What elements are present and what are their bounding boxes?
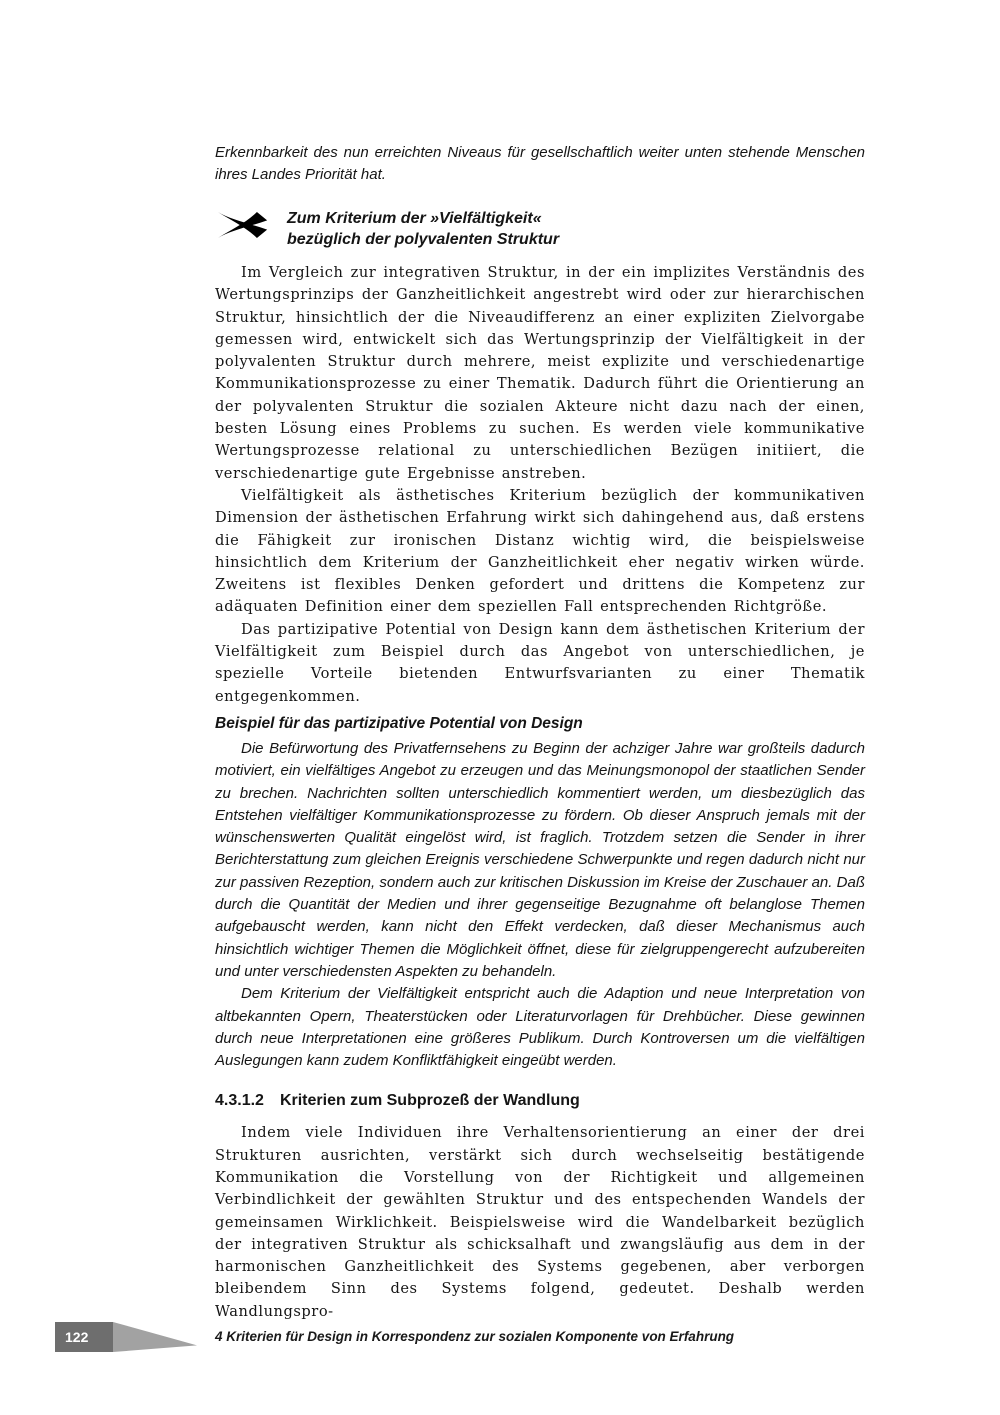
page-number-box: 122: [55, 1322, 113, 1352]
body-paragraph: Indem viele Individuen ihre Verhaltensorientierung an einer der drei Strukturen ausrichten, verstärkt sich durch wechselseitig bestätigende Kommunikation die Vorstellung von der Richtigkeit und allgemeinen Verbindlichkeit der gewählten Struktur und des entspechenden Wandels der gemeinsamen Wirklichkeit. Beispielsweise wird die Wandelbarkeit bezüglich der integrativen Struktur als schicksalhaft und zwangsläufig aus dem in der harmonischen Ganzheitlichkeit des Systems gegebenen, aber verborgen bleibendem Sinn des Systems folgend, gedeutet. Deshalb werden Wandlungspro-: [215, 1124, 865, 1320]
example-paragraph: Dem Kriterium der Vielfältigkeit entspricht auch die Adaption und neue Interpretation von altbekannten Opern, Theaterstücken oder Literaturvorlagen für Drehbücher. Diese gewinnen durch neue Interpretationen eine größeres Publikum. Durch Kontroversen um die vielfältigen Auslegungen kann zudem Konfliktfähigkeit eingeübt werden.: [215, 985, 865, 1070]
body-paragraph: Im Vergleich zur integrativen Struktur, in der ein implizites Verständnis des Wertungsprinzips der Ganzheitlichkeit angestrebt wird oder zur hierarchischen Struktur, hinsichtlich der die Niveaudifferenz an einer expliziten Zielvorgabe gemessen wird, entwickelt sich das Wertungsprinzip der Vielfältigkeit in der polyvalenten Struktur durch mehrere, meist explizite und verschiedenartige Kommunikationsprozesse zu einer Thematik. Dadurch führt die Orientierung an der polyvalenten Struktur die sozialen Akteure nicht dazu nach der einen, besten Lösung eines Problems zu suchen. Es werden viele kommunikative Wertungsprozesse relational zu unterschiedlichen Bezügen initiiert, die verschiedenartige gute Ergebnisse anstreben.: [215, 264, 865, 482]
body-paragraph: Vielfältigkeit als ästhetisches Kriterium bezüglich der kommunikativen Dimension der ästhetischen Erfahrung wirkt sich dahingehend aus, daß erstens die Fähigkeit zur ironischen Distanz wichtig wird, die beispielsweise hinsichtlich dem Kriterium der Ganzheitlichkeit eher negativ wirken würde. Zweitens ist flexibles Denken gefordert und drittens die Kompetenz zur adäquaten Definition einer dem speziellen Fall entsprechenden Richtgröße.: [215, 486, 865, 616]
footer-running-title: 4 Kriterien für Design in Korrespondenz zur sozialen Komponente von Erfahrung: [215, 1329, 735, 1344]
page-content: [215, 142, 865, 1323]
example-paragraph: Die Befürwortung des Privatfernsehens zu Beginn der achziger Jahre war großteils dadurch motiviert, ein vielfältiges Angebot zu erzeugen und das Meinungsmonopol der staatlichen Sender zu brechen. Nachrichten sollten unterschiedlich kommentiert werden, um diesbezüglich das Entstehen vielfältiger Kommunikationsprozesse zu fördern. Ob dieser Anspruch jemals mit der wünschenswerten Qualität eingelöst wird, ist fraglich. Trotzdem setzen die Sender in ihrer Berichterstattung zum gleichen Ereignis verschiedene Schwerpunkte und regen dadurch nicht nur zur passiven Rezeption, sondern auch zur kritischen Diskussion im Kreise der Zuschauer an. Daß durch die Quantität der Medien und ihrer gegenseitige Bezugnahme oft belanglose Themen aufgebauscht werden, kann nicht den Effekt verdecken, daß dieser Mechanismus auch hinsichtlich wichtiger Themen die Möglichkeit öffnet, diese für zielgruppengerecht aufzubereiten und unter verschiedensten Aspekten zu behandeln.: [215, 739, 865, 980]
footer-arrow-shape: [113, 1322, 197, 1352]
section-number: 4.3.1.2: [215, 1092, 264, 1110]
scissors-marker-icon: [217, 210, 269, 240]
marker-heading-line2: bezüglich der polyvalenten Struktur: [287, 231, 560, 248]
section-heading: [215, 1090, 865, 1112]
marker-heading-text: [287, 208, 559, 250]
section-title: Kriterien zum Subprozeß der Wandlung: [279, 1092, 580, 1110]
page-footer: [0, 1322, 1000, 1352]
intro-paragraph: Erkennbarkeit des nun erreichten Niveaus für gesellschaftlich weiter unten stehende Menschen ihres Landes Priorität hat.: [215, 144, 865, 183]
example-heading: Beispiel für das partizipative Potential von Design: [215, 714, 583, 732]
marker-heading-line1: Zum Kriterium der »Vielfältigkeit«: [287, 210, 542, 227]
body-paragraph: Das partizipative Potential von Design kann dem ästhetischen Kriterium der Vielfältigkeit zum Beispiel durch das Angebot von unterschiedlichen, je spezielle Vorteile bietenden Entwurfsvarianten zu einer Thematik entgegenkommen.: [215, 620, 865, 705]
marker-heading: [215, 208, 865, 250]
